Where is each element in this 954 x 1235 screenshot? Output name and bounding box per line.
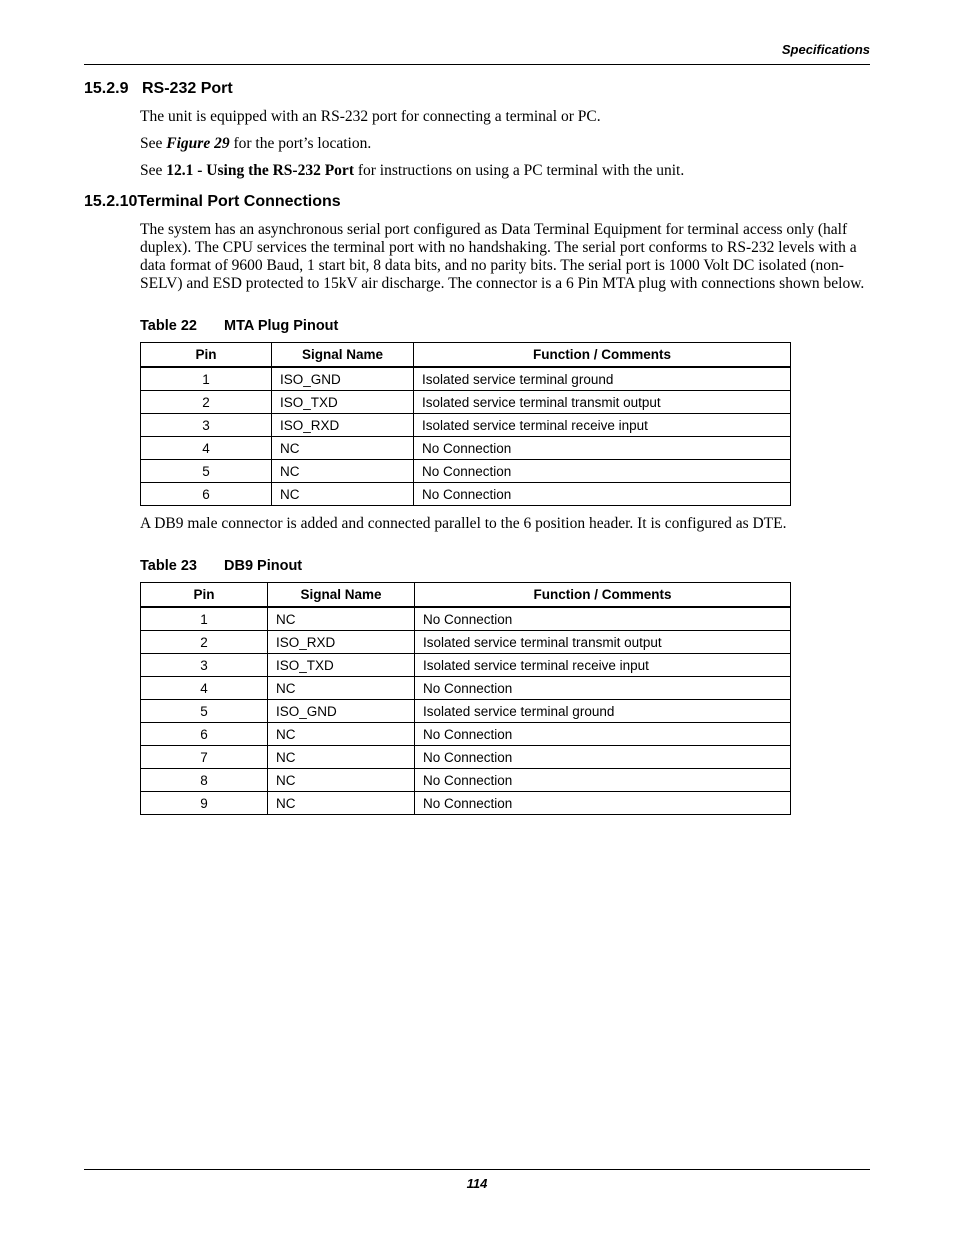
cell-function: No Connection: [414, 483, 791, 506]
table22-title: MTA Plug Pinout: [224, 318, 339, 334]
cell-signal-name: NC: [268, 769, 415, 792]
cell-pin: 7: [141, 746, 268, 769]
cell-function: No Connection: [415, 723, 791, 746]
cell-function: No Connection: [414, 437, 791, 460]
cell-pin: 4: [141, 677, 268, 700]
rs232-p2-pre: See: [140, 135, 167, 152]
rs232-p3-pre: See: [140, 162, 167, 179]
cell-pin: 9: [141, 792, 268, 815]
column-header-function: Function / Comments: [415, 583, 791, 608]
terminal-paragraph-2: A DB9 male connector is added and connected parallel to the 6 position header. It is configured as DTE.: [140, 515, 787, 532]
rs232-p3-post: for instructions on using a PC terminal with the unit.: [353, 162, 685, 179]
table-row: [141, 607, 791, 631]
figure-29-reference[interactable]: Figure 29: [166, 135, 230, 152]
heading-rs232: [84, 80, 233, 98]
cell-pin: 3: [141, 654, 268, 677]
cell-pin: 2: [141, 631, 268, 654]
rs232-p2-post: for the port’s location.: [229, 135, 372, 152]
table-row: [141, 792, 791, 815]
cell-signal-name: NC: [268, 792, 415, 815]
column-header-pin: Pin: [141, 343, 272, 368]
table23-title: DB9 Pinout: [224, 558, 303, 574]
terminal-paragraph-1: The system has an asynchronous serial port configured as Data Terminal Equipment for terminal access only (half duplex). The CPU services the terminal port with no handshaking. The serial port conforms to RS-232 levels with a data format of 9600 Baud, 1 start bit, 8 data bits, and no parity bits. The serial port is 1000 Volt DC isolated (non-SELV) and ESD protected to 15kV air discharge. The connector is a 6 Pin MTA plug with connections shown below.: [140, 221, 865, 292]
table-row: [141, 700, 791, 723]
table-row: [141, 437, 791, 460]
table-row: [141, 414, 791, 437]
cell-function: No Connection: [415, 746, 791, 769]
cell-signal-name: NC: [268, 607, 415, 631]
table-row: [141, 367, 791, 391]
cell-signal-name: ISO_RXD: [272, 414, 414, 437]
cell-function: Isolated service terminal transmit output: [415, 631, 791, 654]
table-mta-plug-pinout: [140, 342, 791, 506]
table-row: [141, 460, 791, 483]
cell-function: Isolated service terminal transmit output: [414, 391, 791, 414]
cell-function: No Connection: [415, 607, 791, 631]
table-row: [141, 769, 791, 792]
table23-number: Table 23: [140, 558, 197, 574]
cell-pin: 5: [141, 700, 268, 723]
cell-function: No Connection: [415, 792, 791, 815]
heading-terminal: [84, 193, 341, 211]
page-number: 114: [466, 1176, 488, 1191]
table-row: [141, 654, 791, 677]
cell-pin: 3: [141, 414, 272, 437]
heading-rs232-number: 15.2.9: [84, 80, 129, 97]
cell-signal-name: NC: [272, 483, 414, 506]
cell-pin: 2: [141, 391, 272, 414]
table-row: [141, 631, 791, 654]
table22-number: Table 22: [140, 318, 197, 334]
cell-pin: 6: [141, 723, 268, 746]
cell-function: No Connection: [414, 460, 791, 483]
cell-function: Isolated service terminal receive input: [415, 654, 791, 677]
table-db9-pinout: [140, 582, 791, 815]
cell-function: Isolated service terminal receive input: [414, 414, 791, 437]
cell-function: No Connection: [415, 769, 791, 792]
table-header-row: [141, 583, 791, 608]
column-header-signal-name: Signal Name: [268, 583, 415, 608]
table-row: [141, 723, 791, 746]
cell-pin: 1: [141, 607, 268, 631]
table-header-row: [141, 343, 791, 368]
cell-signal-name: ISO_GND: [268, 700, 415, 723]
section-12-1-reference[interactable]: 12.1 - Using the RS-232 Port: [166, 162, 354, 179]
column-header-function: Function / Comments: [414, 343, 791, 368]
cell-function: Isolated service terminal ground: [415, 700, 791, 723]
heading-rs232-title: RS-232 Port: [142, 80, 233, 97]
cell-pin: 5: [141, 460, 272, 483]
cell-signal-name: NC: [272, 460, 414, 483]
cell-signal-name: ISO_TXD: [268, 654, 415, 677]
cell-pin: 6: [141, 483, 272, 506]
cell-signal-name: NC: [272, 437, 414, 460]
table-row: [141, 483, 791, 506]
cell-signal-name: NC: [268, 746, 415, 769]
cell-signal-name: NC: [268, 723, 415, 746]
heading-terminal-number: 15.2.10: [84, 193, 138, 210]
table-row: [141, 746, 791, 769]
rs232-paragraph-2: [140, 135, 870, 153]
cell-pin: 1: [141, 367, 272, 391]
column-header-pin: Pin: [141, 583, 268, 608]
heading-terminal-title: Terminal Port Connections: [137, 193, 341, 210]
cell-signal-name: ISO_RXD: [268, 631, 415, 654]
cell-function: No Connection: [415, 677, 791, 700]
rs232-paragraph-1: The unit is equipped with an RS-232 port for connecting a terminal or PC.: [140, 108, 601, 125]
cell-signal-name: NC: [268, 677, 415, 700]
column-header-signal-name: Signal Name: [272, 343, 414, 368]
cell-pin: 8: [141, 769, 268, 792]
table-row: [141, 391, 791, 414]
table22-caption: [140, 318, 338, 334]
rs232-paragraph-3: [140, 162, 870, 180]
header-rule: [84, 64, 870, 65]
cell-signal-name: ISO_GND: [272, 367, 414, 391]
cell-pin: 4: [141, 437, 272, 460]
running-header: Specifications: [781, 42, 870, 57]
table23-caption: [140, 558, 302, 574]
cell-function: Isolated service terminal ground: [414, 367, 791, 391]
footer-rule: [84, 1169, 870, 1170]
table-row: [141, 677, 791, 700]
cell-signal-name: ISO_TXD: [272, 391, 414, 414]
